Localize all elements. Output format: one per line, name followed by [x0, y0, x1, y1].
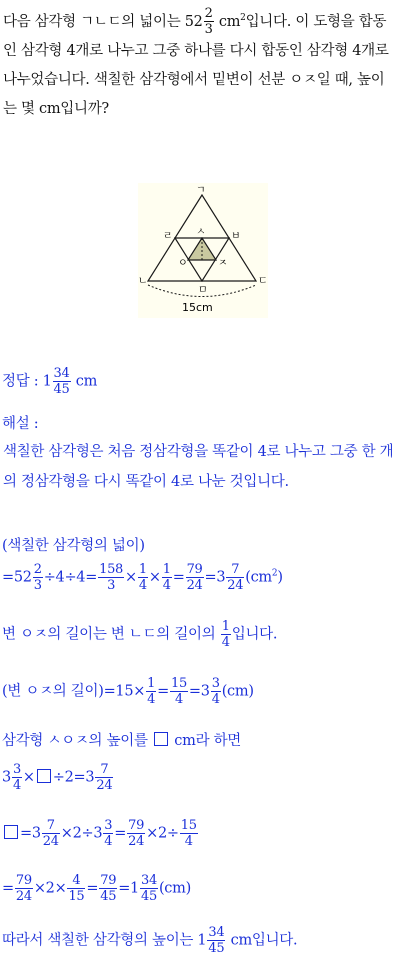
label-b: ㅂ — [231, 231, 241, 242]
triangle-figure — [138, 183, 268, 318]
length-statement: 변 ㅇㅈ의 길이는 변 ㄴㄷ의 길이의 $\frac{1}{4}$ 입니다. — [2, 619, 278, 650]
question-text: 다음 삼각형 ㄱㄴㄷ의 넓이는 52 $\frac{2}{3}$ $cm^2$입니다. 이 도형을 합동인 삼각형 4개로 나누고 그중 하나를 다시 합동인 삼각형 4개로 나누었습니다. 색칠한 삼각형에서 밑변이 선분 ㅇㅈ일 때, 높이는 몇 cm입니까? — [3, 6, 389, 118]
unknown-box — [37, 769, 51, 783]
length-equation: (변 ㅇㅈ의 길이)=15× $\frac{1}{4}$ = $\frac{15}{4}$ =3 $\frac{3}{4}$ (cm) — [2, 676, 254, 707]
label-m: ㅁ — [198, 285, 208, 296]
label-n: ㄴ — [138, 276, 148, 287]
height-equation-2: =3 $\frac{7}{24}$ ×2÷3 $\frac{3}{4}$ = $\frac{79}{24}$ ×2÷ $\frac{15}{4}$ — [2, 818, 199, 849]
label-o: ㅇ — [178, 258, 188, 269]
area-label: (색칠한 삼각형의 넓이) — [2, 538, 145, 554]
height-statement: 삼각형 ㅅㅇㅈ의 높이를 cm라 하면 — [2, 733, 242, 749]
label-j: ㅈ — [218, 258, 228, 269]
height-equation-1: 3 $\frac{3}{4}$ × ÷2=3 $\frac{7}{24}$ — [2, 762, 113, 793]
label-r: ㄹ — [163, 231, 173, 242]
label-s: ㅅ — [196, 227, 206, 238]
unknown-box — [154, 732, 168, 746]
answer-line: 정답 : 1 $\frac{34}{45}$ cm — [2, 366, 98, 397]
height-equation-3: = $\frac{79}{24}$ ×2× $\frac{4}{15}$ = $\frac{79}{45}$ =1 $\frac{34}{45}$ (cm) — [2, 873, 191, 904]
explain-paragraph: 색칠한 삼각형은 처음 정삼각형을 똑같이 4로 나누고 그중 한 개의 정삼각형을 다시 똑같이 4로 나눈 것입니다. — [3, 444, 394, 490]
area-equation: =52 $\frac{2}{3}$ ÷4÷4= $\frac{158}{3}$ × $\frac{1}{4}$ × $\frac{1}{4}$ = $\frac{79}{24}$ =3 $\frac{7}{24}$ $(cm^2)$ — [2, 562, 283, 593]
base-length-label: 15cm — [182, 301, 213, 314]
final-statement: 따라서 색칠한 삼각형의 높이는 1 $\frac{34}{45}$ cm입니다. — [2, 925, 298, 956]
fraction: $\frac{2}{3}$ — [204, 6, 213, 38]
label-g: ㄱ — [196, 185, 206, 196]
explain-heading: 해설 : — [2, 416, 39, 432]
unknown-box — [4, 825, 18, 839]
label-d: ㄷ — [258, 276, 268, 287]
